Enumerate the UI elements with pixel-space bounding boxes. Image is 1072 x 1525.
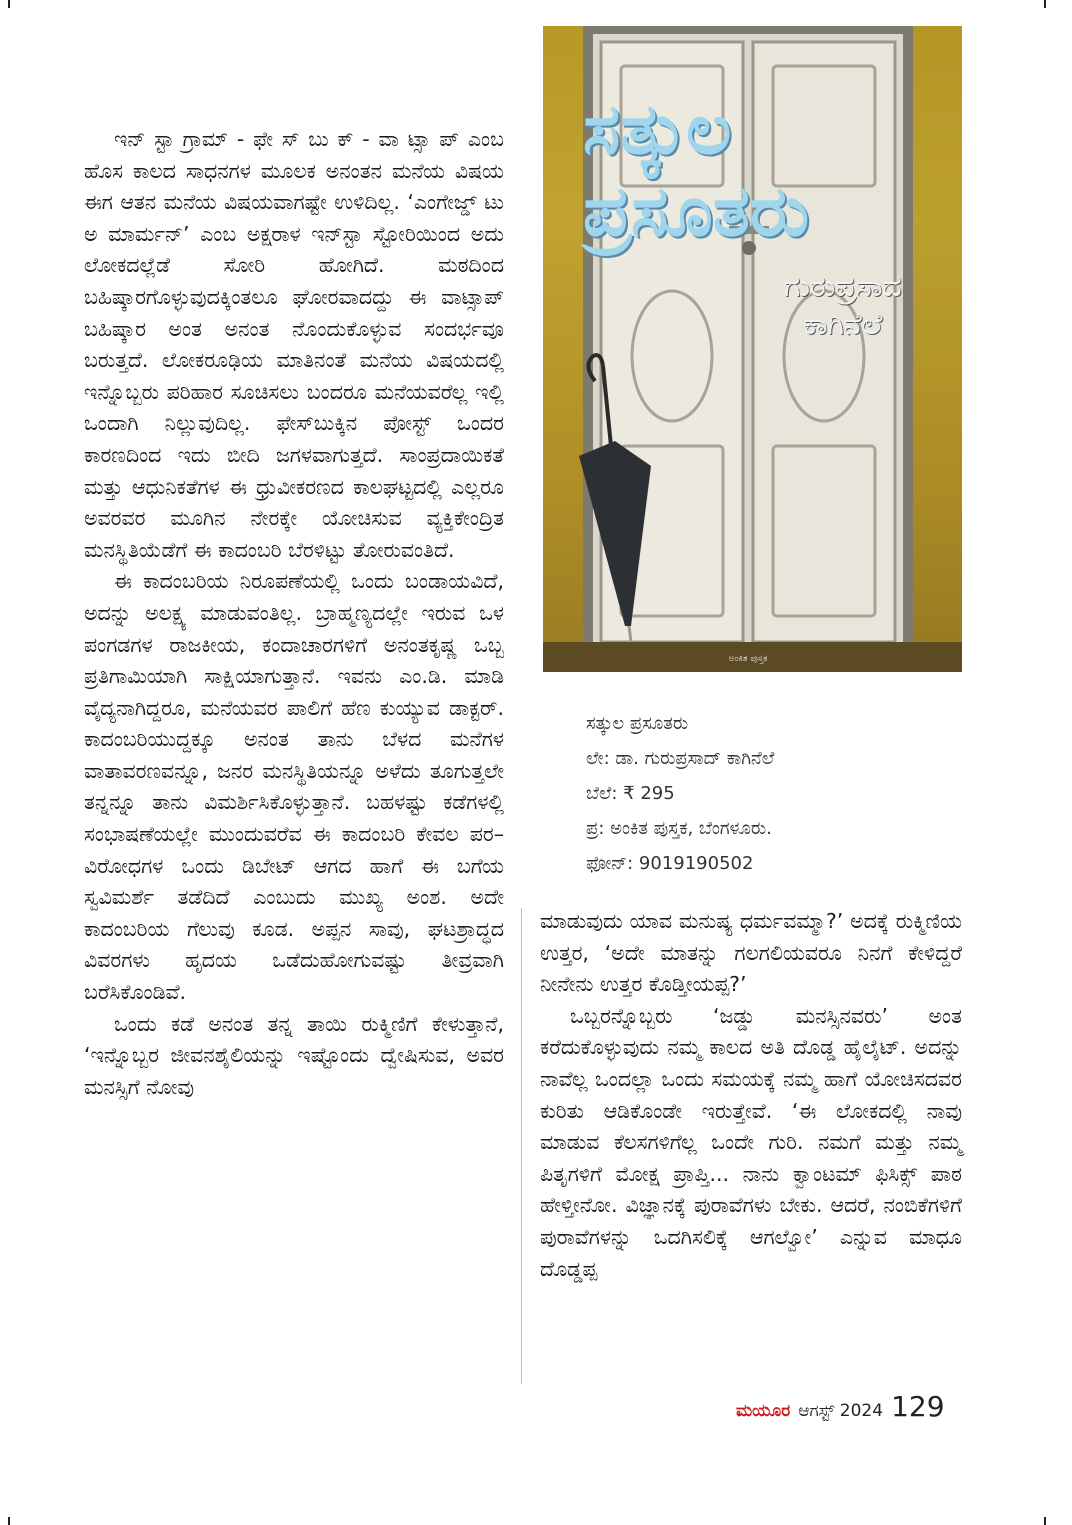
article-right-column: [540, 906, 962, 1285]
publisher-phone: ಫೋನ್: 9019190502: [586, 853, 754, 874]
cover-publisher-logo: ಅಂಕಿತ ಪುಸ್ತಕ: [728, 654, 768, 664]
book-cover-image: [543, 26, 962, 672]
paragraph: ಇನ್ ಸ್ಟಾ ಗ್ರಾಮ್ - ಫೇ ಸ್ ಬು ಕ್ - ವಾ ಟ್ಸಾ ಪ್ ಎಂಬ ಹೊಸ ಕಾಲದ ಸಾಧನಗಳ ಮೂಲಕ ಅನಂತನ ಮನೆಯ ವಿಷಯ ಈಗ ಆತನ ಮನೆಯ ವಿಷಯವಾಗಷ್ಟೇ ಉಳಿದಿಲ್ಲ. ‘ಎಂಗೇಜ್ಡ್ ಟು ಅ ಮಾರ್ಮನ್’ ಎಂಬ ಅಕ್ಷರಾಳ ಇನ್‌ಸ್ಟಾ ಸ್ಟೋರಿಯಿಂದ ಅದು ಲೋಕದಲ್ಲೆಡೆ ಸೋರಿ ಹೋಗಿದೆ. ಮಠದಿಂದ ಬಹಿಷ್ಕಾರಗೊಳ್ಳುವುದಕ್ಕಿಂತಲೂ ಘೋರವಾದದ್ದು ಈ ವಾಟ್ಸಾಪ್ ಬಹಿಷ್ಕಾರ ಅಂತ ಅನಂತ ನೊಂದುಕೊಳ್ಳುವ ಸಂದರ್ಭವೂ ಬರುತ್ತದೆ. ಲೋಕರೂಢಿಯ ಮಾತಿನಂತೆ ಮನೆಯ ವಿಷಯದಲ್ಲಿ ಇನ್ನೊಬ್ಬರು ಪರಿಹಾರ ಸೂಚಿಸಲು ಬಂದರೂ ಮನೆಯವರೆಲ್ಲ ಇಲ್ಲಿ ಒಂದಾಗಿ ನಿಲ್ಲುವುದಿಲ್ಲ. ಫೇಸ್‌ಬುಕ್ಕಿನ ಪೋಸ್ಟ್ ಒಂದರ ಕಾರಣದಿಂದ ಇದು ಬೀದಿ ಜಗಳವಾಗುತ್ತದೆ. ಸಾಂಪ್ರದಾಯಿಕತೆ ಮತ್ತು ಆಧುನಿಕತೆಗಳ ಈ ಧ್ರುವೀಕರಣದ ಕಾಲಘಟ್ಟದಲ್ಲಿ ಎಲ್ಲರೂ ಅವರವರ ಮೂಗಿನ ನೇರಕ್ಕೇ ಯೋಚಿಸುವ ವ್ಯಕ್ತಿಕೇಂದ್ರಿತ ಮನಸ್ಥಿತಿಯೆಡೆಗೆ ಈ ಕಾದಂಬರಿ ಬೆರಳಿಟ್ಟು ತೋರುವಂತಿದೆ.: [84, 127, 504, 562]
crop-mark: [8, 1517, 10, 1525]
crop-mark: [1044, 1517, 1046, 1525]
paragraph: ಒಬ್ಬರನ್ನೊಬ್ಬರು ‘ಜಡ್ಡು ಮನಸ್ಸಿನವರು’ ಅಂತ ಕರೆದುಕೊಳ್ಳುವುದು ನಮ್ಮ ಕಾಲದ ಅತಿ ದೊಡ್ಡ ಹೈಲೈಟ್. ಅದನ್ನು ನಾವೆಲ್ಲ ಒಂದಲ್ಲಾ ಒಂದು ಸಮಯಕ್ಕೆ ನಮ್ಮ ಹಾಗೆ ಯೋಚಿಸದವರ ಕುರಿತು ಆಡಿಕೊಂಡೇ ಇರುತ್ತೇವೆ. ‘ಈ ಲೋಕದಲ್ಲಿ ನಾವು ಮಾಡುವ ಕೆಲಸಗಳಿಗೆಲ್ಲ ಒಂದೇ ಗುರಿ. ನಮಗೆ ಮತ್ತು ನಮ್ಮ ಪಿತೃಗಳಿಗೆ ಮೋಕ್ಷ ಪ್ರಾಪ್ತಿ... ನಾನು ಕ್ವಾಂಟಮ್ ಫಿಸಿಕ್ಸ್ ಪಾಠ ಹೇಳ್ತೀನೋ. ವಿಜ್ಞಾನಕ್ಕೆ ಪುರಾವೆಗಳು ಬೇಕು. ಆದರೆ, ನಂಬಿಕೆಗಳಿಗೆ ಪುರಾವೆಗಳನ್ನು ಒದಗಿಸಲಿಕ್ಕೆ ಆಗಲ್ವೋ’ ಎನ್ನುವ ಮಾಧೂ ದೊಡ್ಡಪ್ಪ: [540, 1003, 962, 1281]
book-title: ಸತ್ಕುಲ ಪ್ರಸೂತರು: [586, 713, 689, 734]
page-number: 129: [891, 1390, 945, 1423]
book-publisher: ಪ್ರ: ಅಂಕಿತ ಪುಸ್ತಕ, ಬೆಂಗಳೂರು.: [586, 818, 772, 839]
crop-mark: [1044, 0, 1046, 8]
paragraph: ಮಾಡುವುದು ಯಾವ ಮನುಷ್ಯ ಧರ್ಮವಮ್ಮಾ?’ ಅದಕ್ಕೆ ರುಕ್ಮಿಣಿಯ ಉತ್ತರ, ‘ಅದೇ ಮಾತನ್ನು ಗಲಗಲಿಯವರೂ ನಿನಗೆ ಕೇಳಿದ್ದರೆ ನೀನೇನು ಉತ್ತರ ಕೊಡ್ತೀಯಪ್ಪ?’: [540, 909, 962, 997]
cover-title: ಸತ್ಕುಲ ಪ್ರಸೂತರು: [583, 88, 810, 252]
crop-mark: [8, 0, 10, 8]
paragraph: ಈ ಕಾದಂಬರಿಯ ನಿರೂಪಣೆಯಲ್ಲಿ ಒಂದು ಬಂಡಾಯವಿದೆ, ಅದನ್ನು ಅಲಕ್ಷ್ಯ ಮಾಡುವಂತಿಲ್ಲ. ಬ್ರಾಹ್ಮಣ್ಯದಲ್ಲೇ ಇರುವ ಒಳ ಪಂಗಡಗಳ ರಾಜಕೀಯ, ಕಂದಾಚಾರಗಳಿಗೆ ಅನಂತಕೃಷ್ಣ ಒಬ್ಬ ಪ್ರತಿಗಾಮಿಯಾಗಿ ಸಾಕ್ಷಿಯಾಗುತ್ತಾನೆ. ಇವನು ಎಂ.ಡಿ. ಮಾಡಿ ವೈದ್ಯನಾಗಿದ್ದರೂ, ಮನೆಯವರ ಪಾಲಿಗೆ ಹೆಣ ಕುಯ್ಯುವ ಡಾಕ್ಟರ್. ಕಾದಂಬರಿಯುದ್ದಕ್ಕೂ ಅನಂತ ತಾನು ಬೆಳದ ಮನೆಗಳ ವಾತಾವರಣವನ್ನೂ, ಜನರ ಮನಸ್ಥಿತಿಯನ್ನೂ ಅಳೆದು ತೂಗುತ್ತಲೇ ತನ್ನನ್ನೂ ತಾನು ವಿಮರ್ಶಿಸಿಕೊಳ್ಳುತ್ತಾನೆ. ಬಹಳಷ್ಟು ಕಡೆಗಳಲ್ಲಿ ಸಂಭಾಷಣೆಯಲ್ಲೇ ಮುಂದುವರೆವ ಈ ಕಾದಂಬರಿ ಕೇವಲ ಪರ–ವಿರೋಧಗಳ ಒಂದು ಡಿಬೇಟ್ ಆಗದ ಹಾಗೆ ಈ ಬಗೆಯ ಸ್ವವಿಮರ್ಶೆ ತಡೆದಿದೆ ಎಂಬುದು ಮುಖ್ಯ ಅಂಶ. ಅದೇ ಕಾದಂಬರಿಯ ಗೆಲುವು ಕೂಡ. ಅಪ್ಪನ ಸಾವು, ಘಟಶ್ರಾದ್ಧದ ವಿವರಗಳು ಹೃದಯ ಒಡೆದುಹೋಗುವಷ್ಟು ತೀವ್ರವಾಗಿ ಬರೆಸಿಕೊಂಡಿವೆ.: [84, 569, 504, 1005]
issue-date: ಆಗಸ್ಟ್ 2024: [798, 1401, 884, 1421]
book-details-caption: [586, 706, 966, 881]
cover-author: ಗುರುಪ್ರಸಾದ ಕಾಗಿನೆಲೆ: [784, 269, 902, 342]
column-divider: [521, 908, 522, 1384]
book-author: ಲೇ: ಡಾ. ಗುರುಪ್ರಸಾದ್ ಕಾಗಿನೆಲೆ: [586, 748, 775, 769]
magazine-name: ಮಯೂರ: [736, 1401, 791, 1421]
book-price: ಬೆಲೆ: ₹ 295: [586, 783, 675, 804]
paragraph: ಒಂದು ಕಡೆ ಅನಂತ ತನ್ನ ತಾಯಿ ರುಕ್ಮಿಣಿಗೆ ಕೇಳುತ್ತಾನೆ, ‘ಇನ್ನೊಬ್ಬರ ಜೀವನಶೈಲಿಯನ್ನು ಇಷ್ಟೊಂದು ದ್ವೇಷಿಸುವ, ಅವರ ಮನಸ್ಸಿಗೆ ನೋವು: [84, 1011, 504, 1099]
page-footer: [736, 1390, 945, 1430]
article-left-column: [84, 124, 504, 1103]
